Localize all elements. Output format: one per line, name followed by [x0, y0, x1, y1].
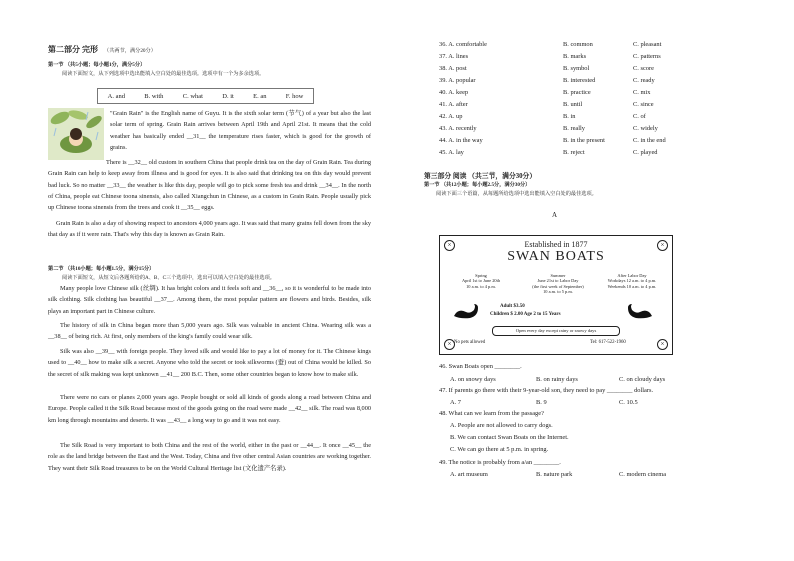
- passage-letter: A: [552, 211, 558, 219]
- choice-row-45: 45. A. lay B. reject C. played: [439, 149, 658, 156]
- telephone-text: Tel: 617-522-1960: [590, 340, 626, 345]
- choice-row-38: 38. A. post B. symbol C. score: [439, 65, 654, 72]
- question-48-option-a: A. People are not allowed to carry dogs.: [450, 422, 553, 429]
- part3-title: 第三部分 阅读 （共三节，满分30分）: [424, 173, 537, 180]
- spring-hours: Spring April 1st to June 20th 10 a.m. to 4 p.m.: [461, 273, 501, 289]
- corner-x-icon: ×: [444, 240, 455, 251]
- paragraph-6: Silk was also __39__ with foreign people. They loved silk and would like to pay a lot of money for it. The Chinese kings used to __40__ how to make silk a secret. Anyone who told the secret or took silkworms (蚕) out of China would be killed. So the secret of silk making was kept unknown __41__ 200 B.C. Then, some other countries began to know how to make silk.: [48, 348, 371, 378]
- choice-row-43: 43. A. recently B. really C. widely: [439, 125, 658, 132]
- swan-icon: [624, 302, 654, 320]
- option-d: D. it: [222, 92, 234, 100]
- no-pets-text: No pets allowed: [454, 340, 486, 345]
- question-48-option-c: C. We can go there at 5 p.m. in spring.: [450, 446, 549, 453]
- question-49-option-a: A. art museum: [450, 471, 488, 478]
- part2-section2-instructions: 阅读下面短文，从短文后各题所给的A、B、C三个选项中，选出可以填入空白处的最佳选项。: [62, 275, 275, 281]
- choice-row-42: 42. A. up B. in C. of: [439, 113, 646, 120]
- option-c: C. what: [182, 92, 203, 100]
- part2-section1-title: 第一节 （共5小题；每小题1分，满分5分）: [48, 62, 146, 68]
- choice-row-44: 44. A. in the way B. in the present C. in the end: [439, 137, 666, 144]
- part2-title: 第二部分 完形 （共两节，满分20分）: [48, 45, 156, 54]
- choice-row-37: 37. A. lines B. marks C. patterns: [439, 53, 661, 60]
- question-49-option-b: B. nature park: [536, 471, 573, 478]
- part2-section1-instructions: 阅读下面短文，从下列选项中选出能填入空白处的最佳选项。选项中有一个为多余选项。: [62, 71, 265, 77]
- summer-hours: Summer June 21st to Labor Day (the first week of September) 10 a.m. to 5 p.m.: [532, 273, 584, 295]
- part3-section1-instructions: 阅读下面三个语篇，从每题所给选项中选出能填入空白处的最佳选项。: [436, 191, 597, 197]
- option-e: E. an: [253, 92, 267, 100]
- paragraph-5: The history of silk in China began more than 5,000 years ago. Silk was valuable in ancient China. Wearing silk was a __38__ of being rich. At first, only members of the king's family could wear silk.: [48, 322, 371, 341]
- paragraph-1: "Grain Rain" is the English name of Guyu. It is the sixth solar term (节气) of a year but also the last solar term of spring. Grain Rain arrives between April 19th and April 21st. It means that the cold weather has basically ended __31__ the temperature rises faster, which is good for the growth of grains.: [110, 110, 371, 151]
- grain-rain-illustration: [48, 108, 104, 160]
- question-49: 49. The notice is probably from a/an ________.: [439, 459, 561, 466]
- corner-x-icon: ×: [657, 240, 668, 251]
- choice-row-39: 39. A. popular B. interested C. ready: [439, 77, 655, 84]
- paragraph-7: There were no cars or planes 2,000 years ago. People bought or sold all kinds of goods along a road between China and Europe. People called it the Silk Road because most of the goods going on the road were made __42__ silk. The road was 8,000 km long through mountains and deserts. It was __43__ a long way to go and it was not easy.: [48, 394, 371, 424]
- corner-x-icon: ×: [444, 339, 455, 350]
- established-text: Established in 1877: [524, 240, 588, 249]
- question-46-option-a: A. on snowy days: [450, 376, 496, 383]
- question-48: 48. What can we learn from the passage?: [439, 410, 544, 417]
- open-days-banner: Open every day except rainy or snowy days: [492, 326, 620, 336]
- corner-x-icon: ×: [657, 339, 668, 350]
- children-price: Children $ 2.00 Age 2 to 15 Years: [490, 312, 561, 317]
- paragraph-4: Many people love Chinese silk (丝绸). It has bright colors and it feels soft and __36__, so it is wonderful to be made into silk clothing. Silk clothing has beautiful __37__. Among them, the most popular pattern are flowers and birds. Besides, silk plays an important part in Chinese culture.: [48, 285, 371, 315]
- paragraph-2: There is __32__ old custom in southern China that people drink tea on the day of Grain Rain. Tea during Grain Rain can help to keep away from illness and is good for eyes. It is also said that drinking tea on this day would prevent bad luck. So no matter __33__ the weather is like this day, people will go to pick some fresh tea and drink __34__. In the north of China, people eat Chinese toona sinensis, also called Xiangchun in Chinese, as a custom in Grain Rain. People usually pick up Chinese toona sinensis from the trees and cook it __35__ eggs.: [48, 159, 371, 212]
- choice-row-36: 36. A. comfortable B. common C. pleasant: [439, 41, 662, 48]
- part3-section1-title: 第一节 （共12小题；每小题2.5分，满分30分）: [424, 182, 531, 188]
- word-options-box: [97, 88, 314, 104]
- option-a: A. and: [107, 92, 125, 100]
- question-48-option-b: B. We can contact Swan Boats on the Internet.: [450, 434, 569, 441]
- swan-boats-notice: [439, 235, 673, 355]
- question-46-option-c: C. on cloudy days: [619, 376, 666, 383]
- question-46: 46. Swan Boats open ________.: [439, 363, 522, 370]
- question-47-option-c: C. 10.5: [619, 399, 638, 406]
- choice-row-41: 41. A. after B. until C. since: [439, 101, 654, 108]
- question-47-option-a: A. 7: [450, 399, 462, 406]
- paragraph-3: Grain Rain is also a day of showing respect to ancestors 4,000 years ago. It was said that many grains fell down from the sky that day as if it were rain. That's why this day is known as Grain Rain.: [48, 220, 371, 239]
- after-labor-day-hours: After Labor Day Workdays 12 a.m. to 4 p.m. Weekends 10 a.m. to 4 p.m.: [607, 273, 657, 289]
- paragraph-8: The Silk Road is very important to both China and the rest of the world, either in the past or __44__. It once __45__ the role as the land bridge between the East and the West. Today, China and five other central Asian countries are working together. They want their Silk Road treasures to be on the World Cultural Heritage list (文化遗产名录).: [48, 442, 371, 472]
- adult-price: Adult $3.50: [500, 304, 525, 309]
- swan-boats-title: SWAN BOATS: [507, 249, 605, 264]
- option-b: B. with: [144, 92, 164, 100]
- question-49-option-c: C. modern cinema: [619, 471, 667, 478]
- choice-row-40: 40. A. keep B. practice C. mix: [439, 89, 651, 96]
- question-46-option-b: B. on rainy days: [536, 376, 578, 383]
- swan-icon: [452, 302, 482, 320]
- question-47-option-b: B. 9: [536, 399, 547, 406]
- part2-section2-title: 第二节 （共10小题；每小题1.5分，满分15分）: [48, 266, 155, 272]
- option-f: F. how: [285, 92, 304, 100]
- question-47: 47. If parents go there with their 9-year-old son, they need to pay ________ dollars.: [439, 387, 654, 394]
